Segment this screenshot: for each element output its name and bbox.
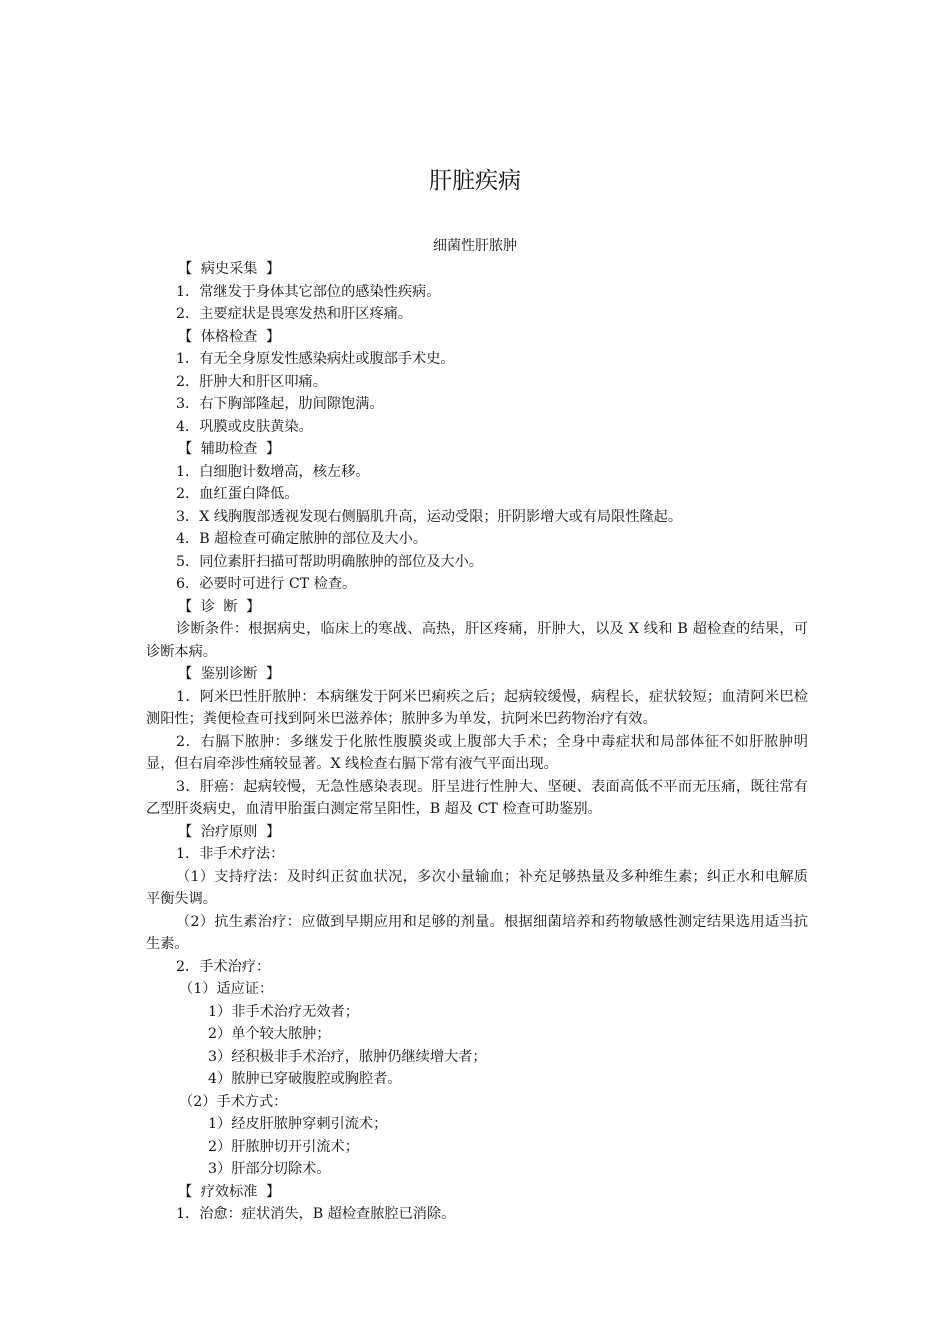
list-item: 1．治愈：症状消失，B 超检查脓腔已消除。	[176, 1206, 456, 1222]
paragraph: （1）支持疗法：及时纠正贫血状况，多次小量输血；补充足够热量及多种维生素；纠正水和电解质平衡失调。	[146, 868, 808, 907]
paragraph: 1．阿米巴性肝脓肿：本病继发于阿米巴痢疾之后；起病较缓慢，病程长，症状较短；血清阿米巴检测阳性；粪便检查可找到阿米巴滋养体；脓肿多为单发，抗阿米巴药物治疗有效。	[146, 688, 808, 727]
list-item: 1．白细胞计数增高，核左移。	[176, 463, 370, 480]
paragraph: 2．右膈下脓肿：多继发于化脓性腹膜炎或上腹部大手术；全身中毒症状和局部体征不如肝脓肿明显，但右肩牵涉性痛较显著。X 线检查右膈下常有液气平面出现。	[146, 733, 808, 772]
section-heading: 【 治疗原则 】	[178, 823, 281, 840]
section-heading: 【 鉴别诊断 】	[178, 666, 281, 682]
section-heading: 【 诊 断 】	[178, 598, 261, 615]
list-item: 1．非手术疗法：	[176, 846, 285, 862]
sub-item: （1）适应证：	[179, 981, 274, 997]
sub-sub-item: 1）经皮肝脓肿穿刺引流术；	[208, 1116, 388, 1132]
sub-item: （2）手术方式：	[179, 1093, 288, 1110]
list-item: 1．常继发于身体其它部位的感染性疾病。	[176, 283, 441, 300]
list-item: 2．主要症状是畏寒发热和肝区疼痛。	[176, 306, 413, 322]
list-item: 4．B 超检查可确定脓肿的部位及大小。	[176, 531, 427, 547]
list-item: 3．X 线胸腹部透视发现右侧膈肌升高，运动受限；肝阴影增大或有局限性隆起。	[176, 508, 683, 525]
sub-sub-item: 4）脓肿已穿破腹腔或胸腔者。	[208, 1071, 402, 1087]
list-item: 2．血红蛋白降低。	[176, 486, 299, 502]
document-body	[146, 258, 808, 1226]
section-heading: 【 体格检查 】	[178, 328, 281, 345]
page-title: 肝脏疾病	[429, 168, 521, 194]
list-item: 6．必要时可进行 CT 检查。	[176, 576, 357, 592]
sub-sub-item: 2）肝脓肿切开引流术；	[208, 1138, 359, 1155]
paragraph: 3．肝癌：起病较慢，无急性感染表现。肝呈进行性肿大、坚硬、表面高低不平而无压痛，既往常有乙型肝炎病史，血清甲胎蛋白测定常呈阳性，B 超及 CT 检查可助鉴别。	[146, 778, 808, 817]
paragraph: （2）抗生素治疗：应做到早期应用和足够的剂量。根据细菌培养和药物敏感性测定结果选用适当抗生素。	[146, 913, 808, 952]
sub-sub-item: 2）单个较大脓肿；	[208, 1026, 331, 1042]
list-item: 5．同位素肝扫描可帮助明确脓肿的部位及大小。	[176, 553, 483, 570]
section-heading: 【 病史采集 】	[178, 261, 281, 277]
list-item: 2．肝肿大和肝区叩痛。	[176, 373, 327, 390]
list-item: 3．右下胸部隆起，肋间隙饱满。	[176, 396, 384, 412]
paragraph: 诊断条件：根据病史，临床上的寒战、高热，肝区疼痛，肝肿大，以及 X 线和 B 超检查的结果，可诊断本病。	[146, 621, 808, 660]
list-item: 4．巩膜或皮肤黄染。	[176, 418, 313, 435]
section-heading: 【 疗效标准 】	[178, 1183, 281, 1200]
section-title: 细菌性肝脓肿	[433, 238, 517, 254]
section-heading: 【 辅助检查 】	[178, 441, 281, 457]
sub-sub-item: 3）肝部分切除术。	[208, 1161, 331, 1177]
sub-sub-item: 3）经积极非手术治疗，脓肿仍继续增大者；	[208, 1048, 487, 1065]
list-item: 1．有无全身原发性感染病灶或腹部手术史。	[176, 351, 455, 367]
list-item: 2．手术治疗：	[176, 958, 271, 975]
sub-sub-item: 1）非手术治疗无效者；	[208, 1003, 359, 1020]
